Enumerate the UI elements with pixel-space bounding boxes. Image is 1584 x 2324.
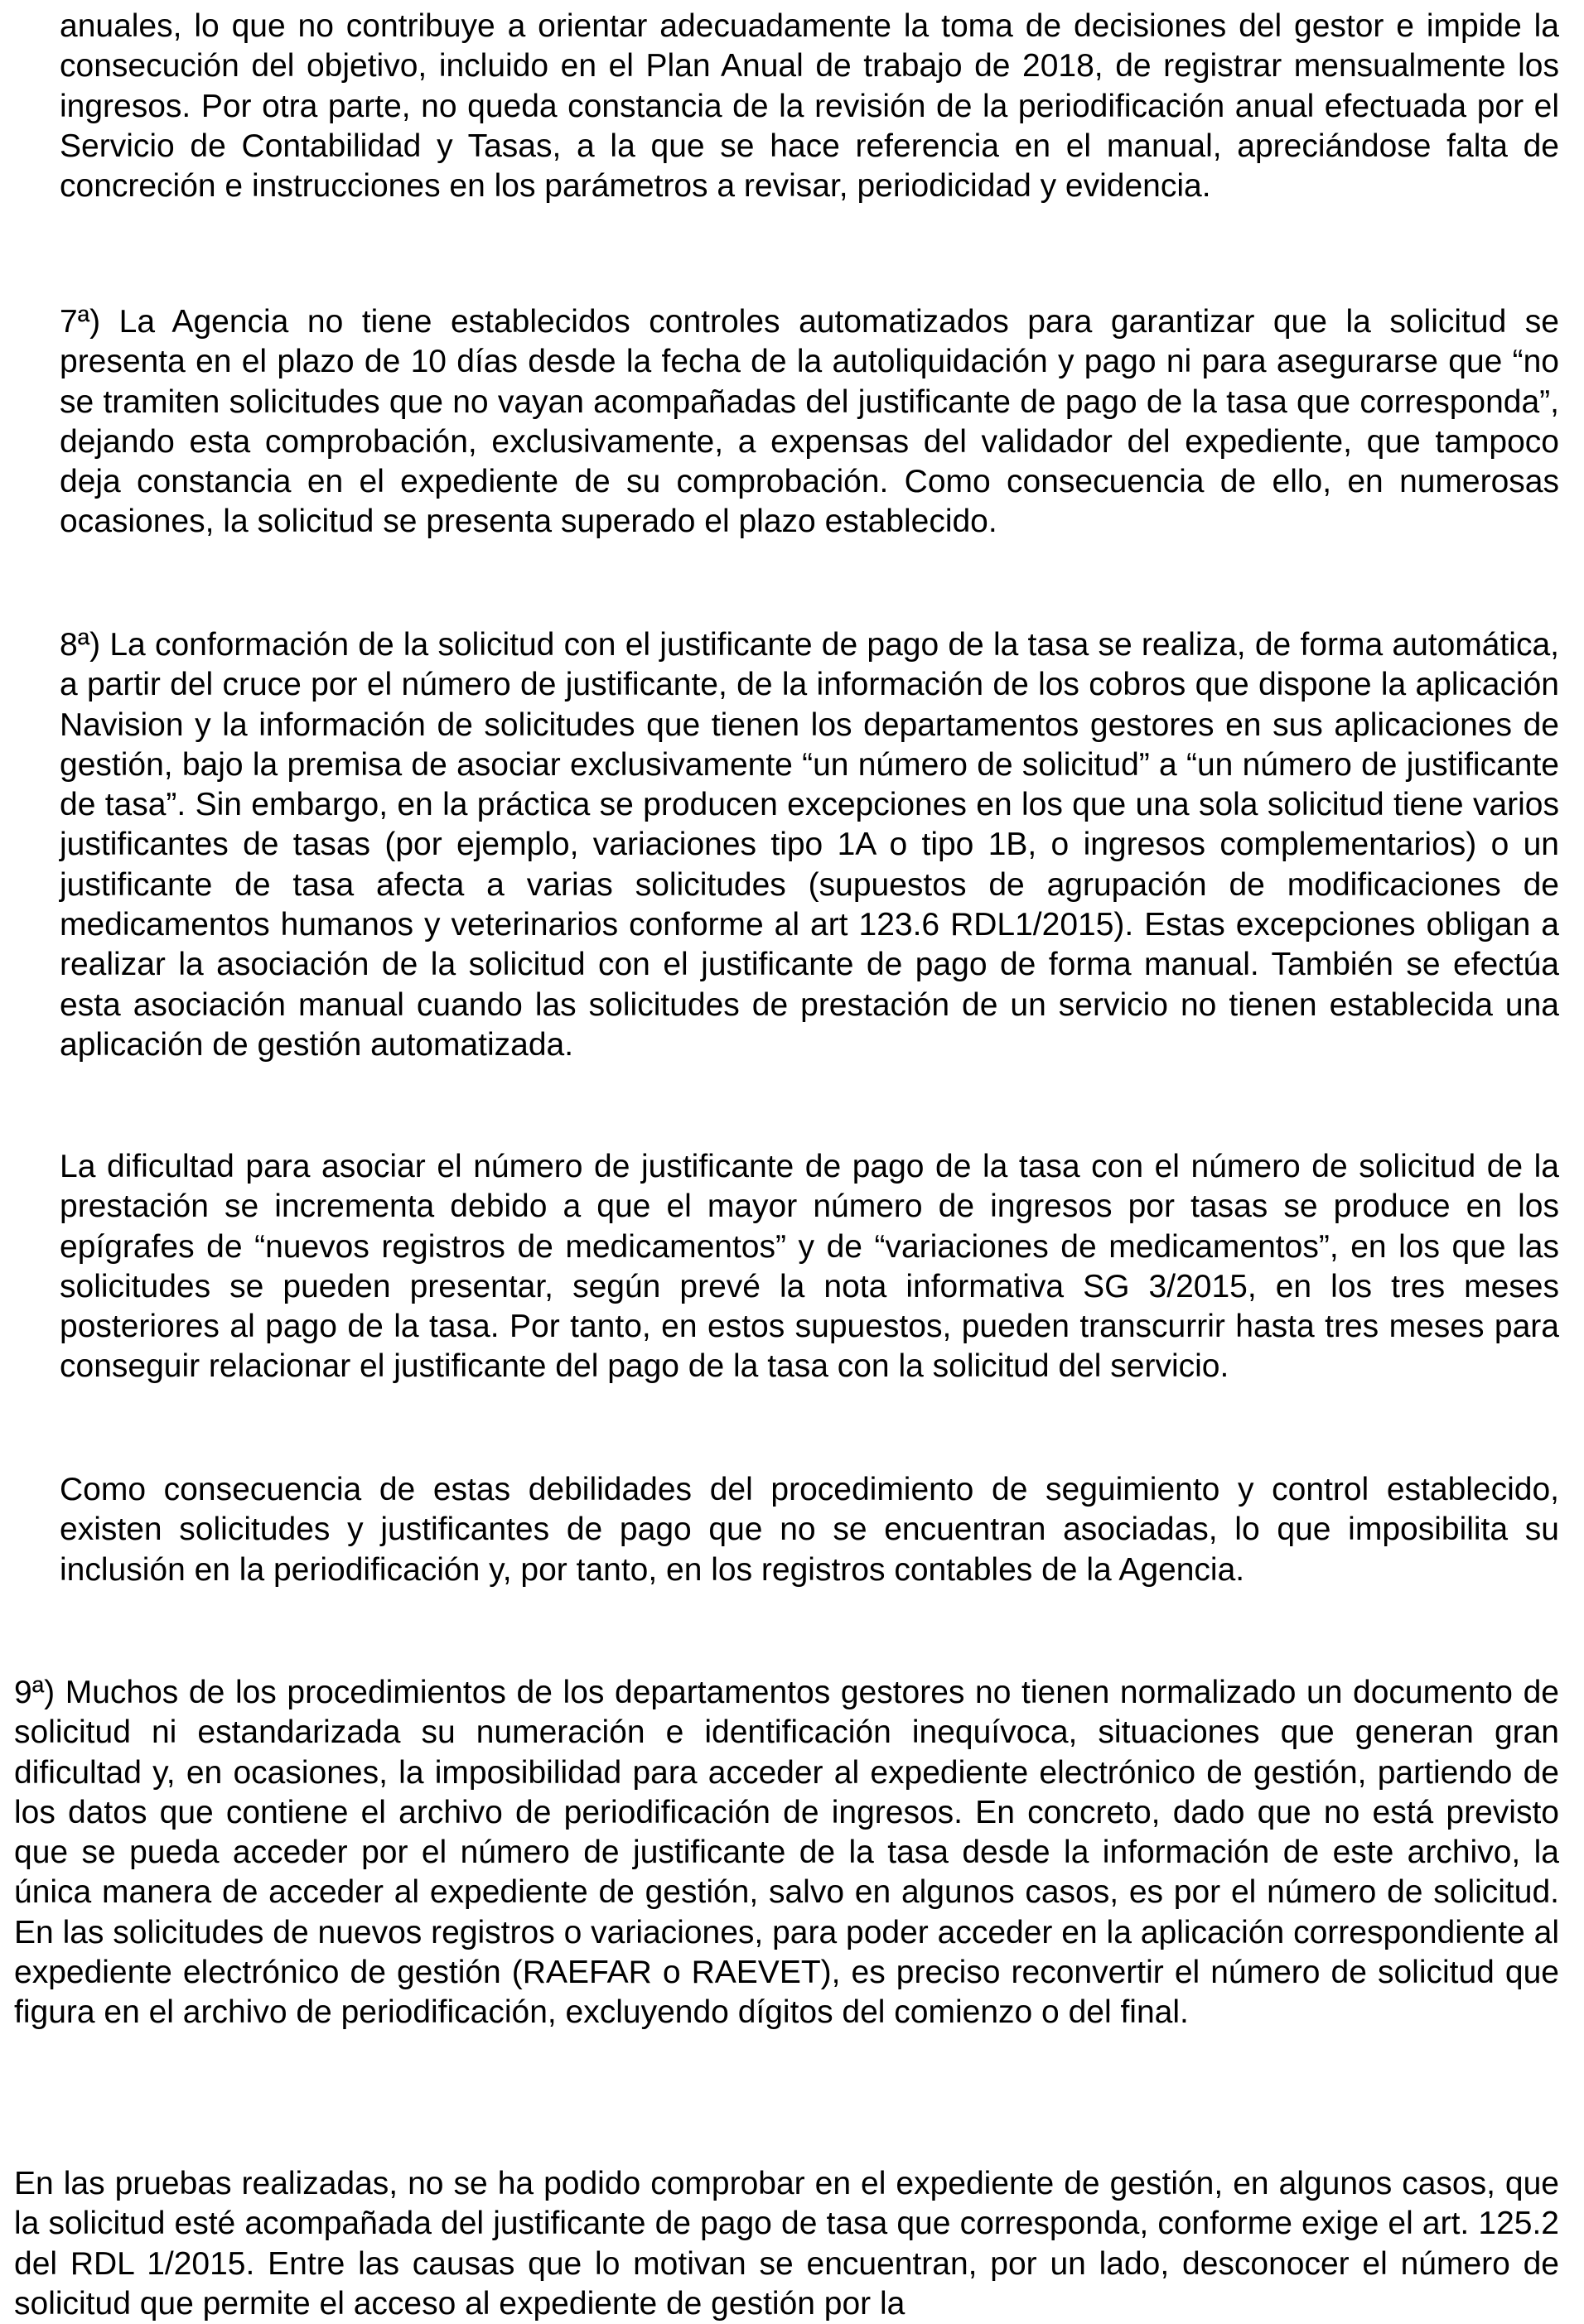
- paragraph-point-9: 9ª) Muchos de los procedimientos de los departamentos gestores no tienen normalizado un documento de solicitud ni estandarizada su numeración e identificación inequívoca, situaciones que generan gran dificultad y, en ocasiones, la imposibilidad para acceder al expediente electrónico de gestión, partiendo de los datos que contiene el archivo de periodificación de ingresos. En concreto, dado que no está previsto que se pueda acceder por el número de justificante de la tasa desde la información de este archivo, la única manera de acceder al expediente de gestión, salvo en algunos casos, es por el número de solicitud. En las solicitudes de nuevos registros o variaciones, para poder acceder en la aplicación correspondiente al expediente electrónico de gestión (RAEFAR o RAEVET), es preciso reconvertir el número de solicitud que figura en el archivo de periodificación, excluyendo dígitos del comienzo o del final.: [14, 1675, 1559, 2031]
- paragraph-weaknesses-consequence: Como consecuencia de estas debilidades del procedimiento de seguimiento y control establecido, existen solicitudes y justificantes de pago que no se encuentran asociadas, lo que imposibilita su inclusión en la periodificación y, por tanto, en los registros contables de la Agencia.: [60, 1472, 1559, 1588]
- paragraph-point-7: 7ª) La Agencia no tiene establecidos controles automatizados para garantizar que la solicitud se presenta en el plazo de 10 días desde la fecha de la autoliquidación y pago ni para asegurarse que “no se tramiten solicitudes que no vayan acompañadas del justificante de pago de la tasa que corresponda”, dejando esta comprobación, exclusivamente, a expensas del validador del expediente, que tampoco deja constancia en el expediente de su comprobación. Como consecuencia de ello, en numerosas ocasiones, la solicitud se presenta superado el plazo establecido.: [60, 304, 1559, 540]
- paragraph-association-difficulty: La dificultad para asociar el número de justificante de pago de la tasa con el número de solicitud de la prestación se incrementa debido a que el mayor número de ingresos por tasas se produce en los epígrafes de “nuevos registros de medicamentos” y de “variaciones de medicamentos”, en los que las solicitudes se pueden presentar, según prevé la nota informativa SG 3/2015, en los tres meses posteriores al pago de la tasa. Por tanto, en estos supuestos, pueden transcurrir hasta tres meses para conseguir relacionar el justificante del pago de la tasa con la solicitud del servicio.: [60, 1149, 1559, 1385]
- paragraph-periodification-review: anuales, lo que no contribuye a orientar adecuadamente la toma de decisiones del gestor e impide la consecución del objetivo, incluido en el Plan Anual de trabajo de 2018, de registrar mensualmente los ingresos. Por otra parte, no queda constancia de la revisión de la periodificación anual efectuada por el Servicio de Contabilidad y Tasas, a la que se hace referencia en el manual, apreciándose falta de concreción e instrucciones en los parámetros a revisar, periodicidad y evidencia.: [60, 8, 1559, 205]
- paragraph-point-8: 8ª) La conformación de la solicitud con el justificante de pago de la tasa se realiza, de forma automática, a partir del cruce por el número de justificante, de la información de los cobros que dispone la aplicación Navision y la información de solicitudes que tienen los departamentos gestores en sus aplicaciones de gestión, bajo la premisa de asociar exclusivamente “un número de solicitud” a “un número de justificante de tasa”. Sin embargo, en la práctica se producen excepciones en los que una sola solicitud tiene varios justificantes de tasas (por ejemplo, variaciones tipo 1A o tipo 1B, o ingresos complementarios) o un justificante de tasa afecta a varias solicitudes (supuestos de agrupación de modificaciones de medicamentos humanos y veterinarios conforme al art 123.6 RDL1/2015). Estas excepciones obligan a realizar la asociación de la solicitud con el justificante de pago de forma manual. También se efectúa esta asociación manual cuando las solicitudes de prestación de un servicio no tienen establecida una aplicación de gestión automatizada.: [60, 627, 1559, 1063]
- paragraph-tests-performed: En las pruebas realizadas, no se ha podido comprobar en el expediente de gestión, en algunos casos, que la solicitud esté acompañada del justificante de pago de tasa que corresponda, conforme exige el art. 125.2 del RDL 1/2015. Entre las causas que lo motivan se encuentran, por un lado, desconocer el número de solicitud que permite el acceso al expediente de gestión por la: [14, 2166, 1559, 2322]
